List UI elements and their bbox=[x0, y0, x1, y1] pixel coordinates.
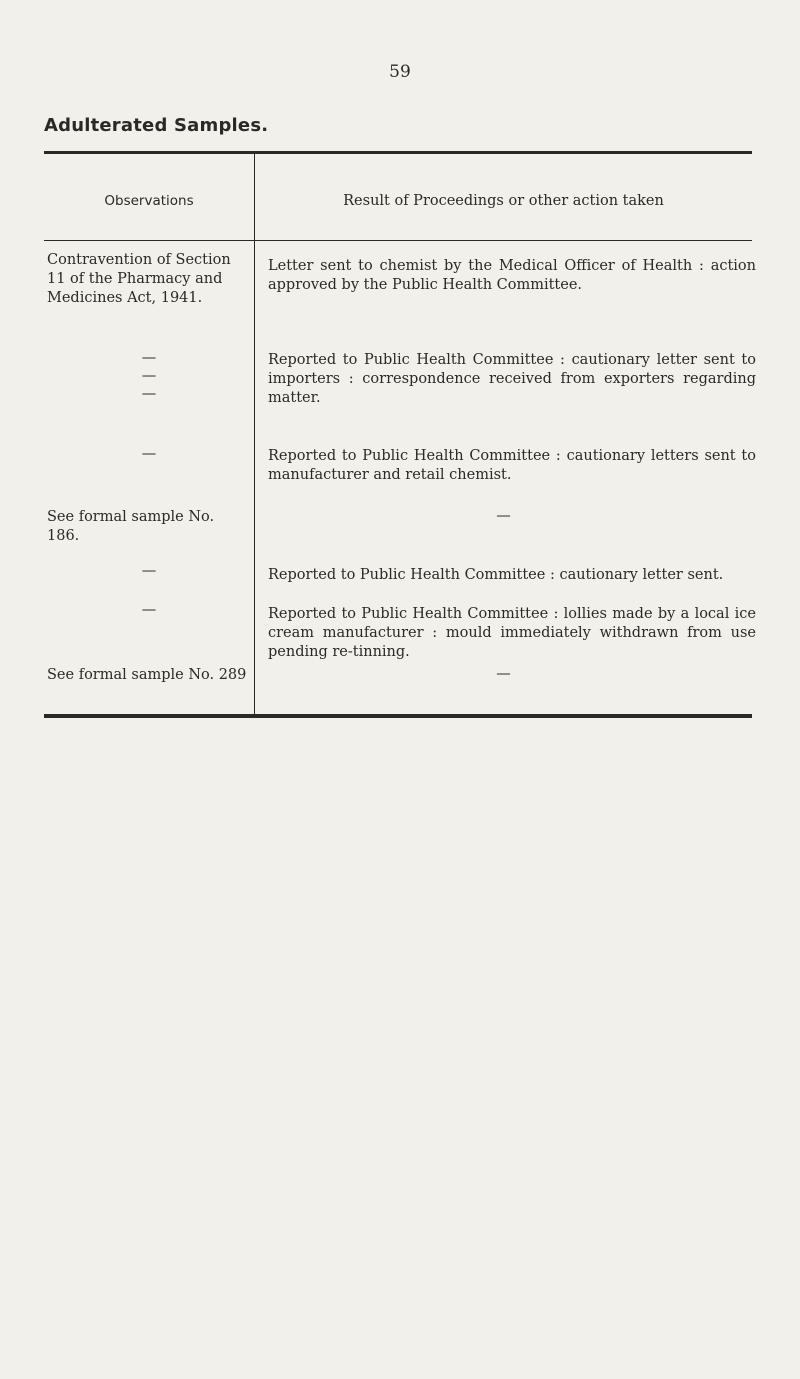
observation-cell: — bbox=[141, 350, 157, 366]
header-observations: Observations bbox=[104, 193, 194, 209]
observation-cell: Contravention of Section 11 of the Pharmacy and Medicines Act, 1941. bbox=[47, 252, 231, 306]
observation-cell: See formal sample No. 186. bbox=[47, 509, 215, 544]
result-cell: Reported to Public Health Committee : cautionary letter sent to importers : correspondence received from exporters regarding matter. bbox=[268, 352, 756, 406]
observation-cell: — bbox=[141, 446, 157, 462]
result-cell: Reported to Public Health Committee : cautionary letter sent. bbox=[268, 567, 724, 583]
table-bottom-rule bbox=[44, 714, 752, 718]
table-top-rule bbox=[44, 151, 752, 154]
result-cell: — bbox=[496, 508, 511, 524]
result-cell: Letter sent to chemist by the Medical Officer of Health : action approved by the Public Health Committee. bbox=[268, 258, 756, 293]
page-number: 59 bbox=[389, 62, 411, 82]
result-cell: — bbox=[496, 666, 511, 682]
section-title: Adulterated Samples. bbox=[44, 115, 269, 136]
header-result: Result of Proceedings or other action taken bbox=[343, 193, 664, 209]
observation-cell: — bbox=[141, 602, 157, 618]
observation-cell: — bbox=[141, 563, 157, 579]
column-divider bbox=[254, 154, 255, 714]
observation-cell: — bbox=[141, 368, 157, 384]
observation-cell: — bbox=[141, 386, 157, 402]
result-cell: Reported to Public Health Committee : lollies made by a local ice cream manufacturer : mould immediately withdrawn from use pending re-tinning. bbox=[268, 606, 756, 660]
header-rule bbox=[44, 240, 752, 241]
result-cell: Reported to Public Health Committee : cautionary letters sent to manufacturer and retail chemist. bbox=[268, 448, 756, 483]
observation-cell: See formal sample No. 289 bbox=[47, 667, 247, 683]
